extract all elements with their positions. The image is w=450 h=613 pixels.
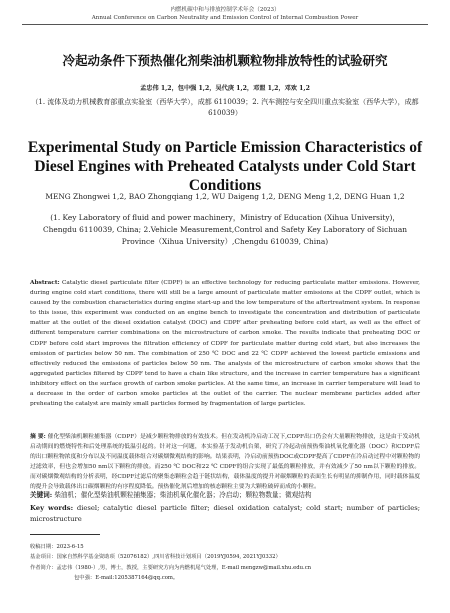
footnote-author-2: 包中强：E-mail:1205387164@qq.com。 <box>74 575 179 582</box>
header-rule <box>22 24 428 25</box>
keywords-zh-label: 关键词: <box>30 491 53 499</box>
header-line-en: Annual Conference on Carbon Neutrality and Emission Control of Internal Combustion Power <box>91 15 359 21</box>
footnotes <box>30 542 430 584</box>
authors-english: MENG Zhongwei 1,2, BAO Zhongqiang 1,2, WU Daigeng 1,2, DENG Meng 1,2, DENG Huan 1,2 <box>45 192 405 201</box>
affiliation-chinese: （1. 流体及动力机械教育部重点实验室（西华大学），成都 6110039；2. 汽车测控与安全四川重点实验室（西华大学），成都 610039） <box>31 98 419 117</box>
keywords-en-text: diesel; catalytic diesel particle filter; diesel oxidation catalyst; cold start; number of particles; microstructure <box>30 504 420 523</box>
abstract-english <box>30 278 420 409</box>
title-chinese: 冷起动条件下预热催化剂柴油机颗粒物排放特性的试验研究 <box>62 53 388 68</box>
abstract-text: Catalytic diesel particulate filter (CDPF) is an effective technology for reducing particulate matter emissions. However, during engine cold start conditions, there will still be a large amount of particulate matter emissions at the CDPF outlet, which is caused by the combustion characteristics during engine start-up and the low temperature of the aftertreatment system. In response to this issue, this experiment was conducted on an engine bench to investigate the concentration and distribution of particulate matter at the outlet of the diesel oxidation catalyst (DOC) and CDPF after preheating before cold start, as well as the effect of different temperature carrier combinations on the microstructure of carbon smoke. The results indicate that preheating DOC or CDPF before cold start improves the filtration efficiency of CDPF for particulate matter during cold start, but also increases the emission of particles below 50 nm. The combination of 250 ℃ DOC and 22 ℃ CDPF achieved the lowest particle emissions and effectively reduced the emissions of particles below 50 nm. The analysis of the microstructure of carbon smoke shows that the aggregated particles filtered by CDPF tend to have a chain like structure, and the increase in carrier temperature has a significant inhibitory effect on the surface growth of carbon smoke particles. At the same time, an increase in carrier temperature will lead to a decrease in the order of carbon smoke particles at the outlet of the carrier. The nuclear membrane particles added after preheating the catalyst are mainly small particles formed by fragmentation of large particles. <box>30 280 420 408</box>
abstract-label: Abstract: <box>30 280 60 286</box>
authors-chinese: 孟忠伟 1,2，包中强 1,2，吴代庚 1,2，邓盟 1,2，邓欢 1,2 <box>140 85 310 92</box>
title-english: Experimental Study on Particle Emission Characteristics of Diesel Engines with Preheated Catalysts under Cold Start Conditions <box>27 139 423 194</box>
header-line-zh: 内燃机碳中和与排放控制学术年会（2023） <box>170 7 280 13</box>
keywords-en-label: Key words: <box>30 504 74 512</box>
footnote-rule <box>30 534 100 535</box>
abstract-zh-label: 摘 要: <box>30 434 46 440</box>
keywords-zh-text: 柴油机；催化型柴油机颗粒捕集器；柴油机氧化催化器；冷启动；颗粒物数量；微观结构 <box>54 491 312 499</box>
running-header <box>20 6 430 22</box>
footnote-fund: 基金项目：国家自然科学基金资助项（52076182）,四川省科技计划项目（2019YJ0594, 2021YJ0332） <box>30 554 281 561</box>
keywords-english <box>30 503 420 525</box>
footnote-received: 收稿日期：2023-6-15 <box>30 544 84 550</box>
abstract-zh-text: 催化型柴油机颗粒捕集器（CDPF）是减少颗粒物排放的有效技术。但在发动机冷启动工况下,CDPF出口仍会有大量颗粒物排放，这是由于发动机启动期间的燃烧特性和后处理系统的低温引起的。针对这一问题，本实验基于发动机台架，研究了冷起动前预热柴油机氧化催化器（DOC）和CDPF后的出口颗粒物浓度和分布以及不同温度载体组合对碳烟微观结构的影响。结果表明，冷启动前预热DOC或CDPF提高了CDPF在冷启动过程中对颗粒物的过滤效率，但也会增加50 nm以下颗粒的排放。而250 ℃ DOC和22 ℃ CDPF的组合实现了最低的颗粒排放，并有效减少了50 nm以下颗粒的排放。而对碳烟微观结构的分析表明，经CDPF过滤后的聚集态颗粒会趋于链状结构，载体温度的提升对碳烟颗粒的表面生长有明显的抑制作用，同时载体温度的提升会导致载体出口碳烟颗粒的有序程度降低。预热催化剂后增加的核态颗粒主要为大颗粒破碎而成的小颗粒。 <box>30 434 421 491</box>
keywords-chinese <box>30 490 420 500</box>
abstract-chinese <box>30 432 420 493</box>
footnote-author-1: 作者简介：孟忠伟（1980-）,男，博士，教授，主要研究方向为内燃机尾气处理，E-mail mengzw@mail.xhu.edu.cn <box>30 564 312 571</box>
affiliation-english: (1. Key Laboratory of fluid and power machinery，Ministry of Education (Xihua University)，Chengdu 6110039, China; 2.Vehicle Measurement,Control and Safety Key Laboratory of Sichuan Province（Xihua University）,Chengdu 610039, China) <box>43 213 407 246</box>
